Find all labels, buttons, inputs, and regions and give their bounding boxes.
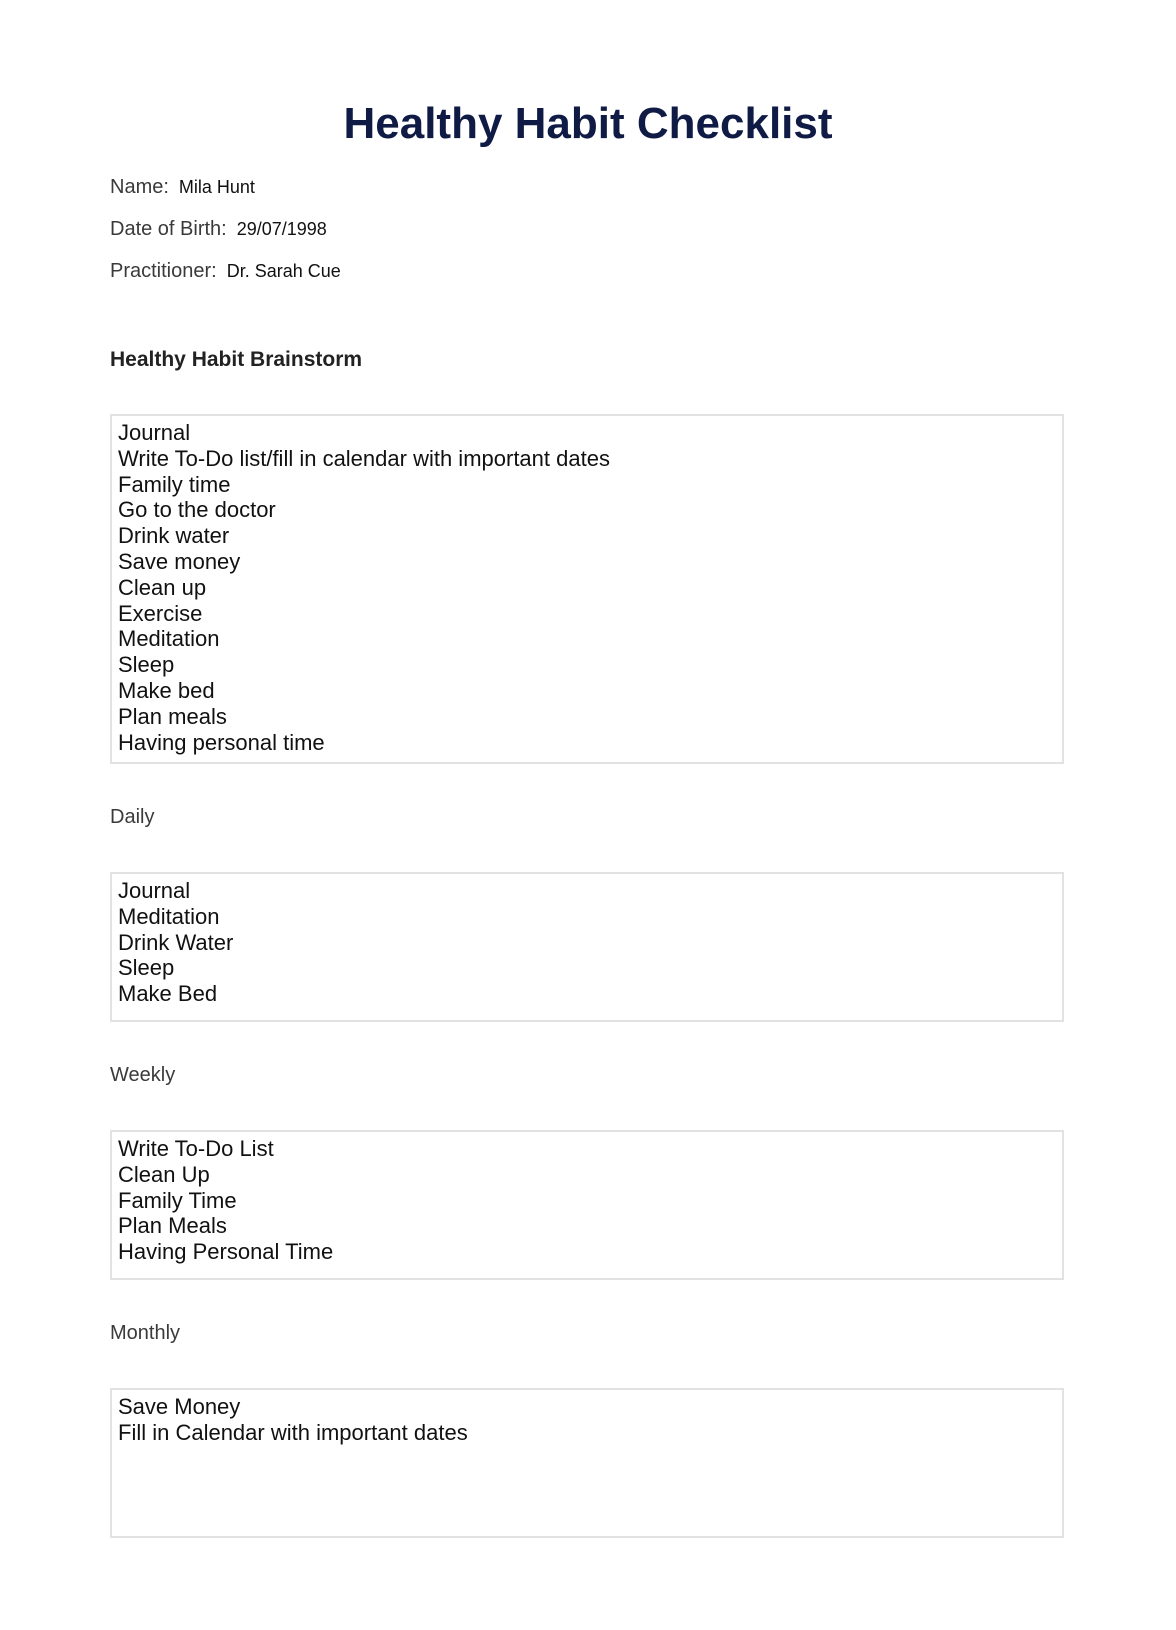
list-item: Make bed <box>118 677 215 703</box>
list-item: Having personal time <box>118 729 325 755</box>
brainstorm-heading: Healthy Habit Brainstorm <box>110 348 363 371</box>
list-item: Family Time <box>118 1187 237 1213</box>
practitioner-value[interactable]: Dr. Sarah Cue <box>226 261 341 281</box>
brainstorm-box[interactable] <box>110 414 1064 764</box>
name-label: Name: <box>110 176 169 198</box>
practitioner-label: Practitioner: <box>110 260 217 282</box>
daily-box[interactable] <box>110 872 1064 1022</box>
page-title: Healthy Habit Checklist <box>343 99 833 148</box>
dob-label: Date of Birth: <box>110 218 227 240</box>
monthly-box[interactable] <box>110 1388 1064 1538</box>
list-item: Fill in Calendar with important dates <box>118 1419 468 1445</box>
list-item: Write To-Do list/fill in calendar with important dates <box>118 445 610 471</box>
weekly-box[interactable] <box>110 1130 1064 1280</box>
list-item: Save Money <box>118 1394 241 1419</box>
practitioner-field <box>110 260 341 283</box>
name-field <box>110 176 255 199</box>
daily-heading: Daily <box>110 806 155 828</box>
name-value[interactable]: Mila Hunt <box>178 177 255 197</box>
list-item: Save money <box>118 548 241 574</box>
list-item: Clean Up <box>118 1161 210 1187</box>
list-item: Meditation <box>118 626 220 652</box>
list-item: Write To-Do List <box>118 1136 274 1161</box>
list-item: Family time <box>118 471 231 497</box>
list-item: Having Personal Time <box>118 1239 334 1265</box>
dob-field <box>110 218 327 241</box>
list-item: Plan meals <box>118 703 227 729</box>
monthly-heading: Monthly <box>110 1322 181 1344</box>
list-item: Clean up <box>118 574 207 600</box>
list-item: Exercise <box>118 600 203 626</box>
list-item: Sleep <box>118 652 175 678</box>
list-item: Meditation <box>118 903 220 929</box>
dob-value[interactable]: 29/07/1998 <box>236 219 327 239</box>
list-item: Journal <box>118 878 191 903</box>
weekly-heading: Weekly <box>110 1064 176 1086</box>
list-item: Drink Water <box>118 929 234 955</box>
list-item: Sleep <box>118 955 175 981</box>
list-item: Journal <box>118 420 191 445</box>
list-item: Go to the doctor <box>118 497 276 523</box>
list-item: Plan Meals <box>118 1213 227 1239</box>
list-item: Drink water <box>118 523 230 549</box>
list-item: Make Bed <box>118 981 218 1007</box>
